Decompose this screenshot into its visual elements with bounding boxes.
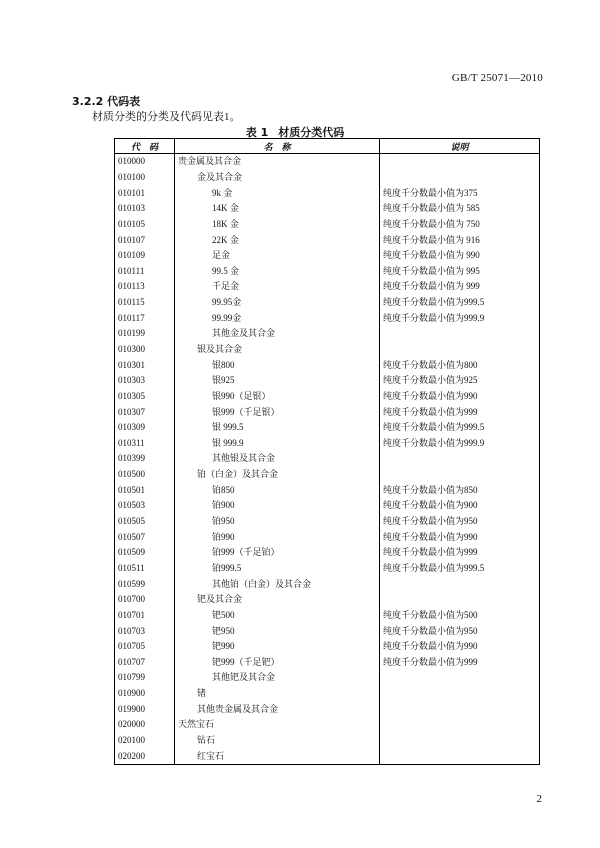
table-row bbox=[115, 529, 540, 545]
name-cell: 铂（白金）及其合金 bbox=[175, 467, 380, 483]
code-cell: 010101 bbox=[115, 185, 175, 201]
material-code-table bbox=[114, 138, 540, 765]
name-cell: 足金 bbox=[175, 248, 380, 264]
code-cell: 010509 bbox=[115, 545, 175, 561]
table-row bbox=[115, 670, 540, 686]
note-cell: 纯度千分数最小值为 585 bbox=[380, 201, 540, 217]
note-cell: 纯度千分数最小值为 990 bbox=[380, 248, 540, 264]
code-cell: 010309 bbox=[115, 420, 175, 436]
code-cell: 010109 bbox=[115, 248, 175, 264]
name-cell: 99.5 金 bbox=[175, 263, 380, 279]
note-cell: 纯度千分数最小值为900 bbox=[380, 498, 540, 514]
note-cell: 纯度千分数最小值为500 bbox=[380, 608, 540, 624]
code-cell: 010300 bbox=[115, 342, 175, 358]
note-cell: 纯度千分数最小值为999.5 bbox=[380, 420, 540, 436]
note-cell bbox=[380, 748, 540, 764]
table-row bbox=[115, 701, 540, 717]
intro-paragraph: 材质分类的分类及代码见表1。 bbox=[92, 111, 241, 123]
table-row bbox=[115, 623, 540, 639]
table-row bbox=[115, 326, 540, 342]
note-cell bbox=[380, 592, 540, 608]
name-cell: 银 999.9 bbox=[175, 436, 380, 452]
name-cell: 银925 bbox=[175, 373, 380, 389]
name-cell: 铂990 bbox=[175, 529, 380, 545]
code-cell: 010700 bbox=[115, 592, 175, 608]
table-row bbox=[115, 576, 540, 592]
note-cell bbox=[380, 686, 540, 702]
table-caption-number: 表 1 bbox=[245, 126, 269, 139]
note-cell bbox=[380, 170, 540, 186]
table-row bbox=[115, 748, 540, 764]
name-cell: 99.99金 bbox=[175, 310, 380, 326]
name-cell: 银及其合金 bbox=[175, 342, 380, 358]
note-cell: 纯度千分数最小值为 999 bbox=[380, 279, 540, 295]
name-cell: 锗 bbox=[175, 686, 380, 702]
name-cell: 钯950 bbox=[175, 623, 380, 639]
code-cell: 010707 bbox=[115, 655, 175, 671]
table-row bbox=[115, 404, 540, 420]
note-cell: 纯度千分数最小值为 750 bbox=[380, 217, 540, 233]
name-cell: 铂900 bbox=[175, 498, 380, 514]
table-row bbox=[115, 279, 540, 295]
code-cell: 010105 bbox=[115, 217, 175, 233]
note-cell: 纯度千分数最小值为999.9 bbox=[380, 436, 540, 452]
name-cell: 银800 bbox=[175, 357, 380, 373]
name-cell: 钻石 bbox=[175, 733, 380, 749]
code-cell: 010199 bbox=[115, 326, 175, 342]
code-cell: 010599 bbox=[115, 576, 175, 592]
code-cell: 010311 bbox=[115, 436, 175, 452]
table-row bbox=[115, 217, 540, 233]
note-cell bbox=[380, 467, 540, 483]
name-cell: 铂999.5 bbox=[175, 561, 380, 577]
name-cell: 其他银及其合金 bbox=[175, 451, 380, 467]
column-header-name: 名 称 bbox=[175, 139, 380, 154]
code-cell: 010117 bbox=[115, 310, 175, 326]
code-cell: 010505 bbox=[115, 514, 175, 530]
table-row bbox=[115, 170, 540, 186]
name-cell: 钯999（千足钯） bbox=[175, 655, 380, 671]
table-row bbox=[115, 420, 540, 436]
code-cell: 010399 bbox=[115, 451, 175, 467]
code-cell: 020200 bbox=[115, 748, 175, 764]
page-number: 2 bbox=[536, 793, 542, 805]
note-cell bbox=[380, 733, 540, 749]
note-cell: 纯度千分数最小值为999 bbox=[380, 655, 540, 671]
name-cell: 钯990 bbox=[175, 639, 380, 655]
note-cell bbox=[380, 576, 540, 592]
note-cell: 纯度千分数最小值为850 bbox=[380, 482, 540, 498]
note-cell: 纯度千分数最小值为999 bbox=[380, 404, 540, 420]
note-cell: 纯度千分数最小值为999 bbox=[380, 545, 540, 561]
note-cell: 纯度千分数最小值为 995 bbox=[380, 263, 540, 279]
name-cell: 其他金及其合金 bbox=[175, 326, 380, 342]
name-cell: 红宝石 bbox=[175, 748, 380, 764]
code-cell: 020000 bbox=[115, 717, 175, 733]
name-cell: 金及其合金 bbox=[175, 170, 380, 186]
name-cell: 14K 金 bbox=[175, 201, 380, 217]
table-row bbox=[115, 154, 540, 170]
table-row bbox=[115, 655, 540, 671]
name-cell: 贵金属及其合金 bbox=[175, 154, 380, 170]
code-cell: 010501 bbox=[115, 482, 175, 498]
note-cell bbox=[380, 451, 540, 467]
table-row bbox=[115, 248, 540, 264]
table-caption-title: 材质分类代码 bbox=[278, 126, 345, 139]
table-row bbox=[115, 514, 540, 530]
code-cell: 010900 bbox=[115, 686, 175, 702]
code-cell: 010103 bbox=[115, 201, 175, 217]
code-cell: 010307 bbox=[115, 404, 175, 420]
code-cell: 010303 bbox=[115, 373, 175, 389]
name-cell: 99.95金 bbox=[175, 295, 380, 311]
note-cell bbox=[380, 717, 540, 733]
table-row bbox=[115, 545, 540, 561]
table-row bbox=[115, 185, 540, 201]
code-cell: 010503 bbox=[115, 498, 175, 514]
standard-number: GB/T 25071—2010 bbox=[451, 72, 543, 84]
code-cell: 010113 bbox=[115, 279, 175, 295]
table-row bbox=[115, 592, 540, 608]
code-cell: 010701 bbox=[115, 608, 175, 624]
code-cell: 010703 bbox=[115, 623, 175, 639]
name-cell: 22K 金 bbox=[175, 232, 380, 248]
note-cell: 纯度千分数最小值为 916 bbox=[380, 232, 540, 248]
note-cell: 纯度千分数最小值为990 bbox=[380, 529, 540, 545]
table-row bbox=[115, 342, 540, 358]
note-cell: 纯度千分数最小值为925 bbox=[380, 373, 540, 389]
note-cell: 纯度千分数最小值为950 bbox=[380, 623, 540, 639]
name-cell: 千足金 bbox=[175, 279, 380, 295]
name-cell: 其他贵金属及其合金 bbox=[175, 701, 380, 717]
section-heading: 3.2.2 代码表 bbox=[72, 95, 141, 108]
note-cell bbox=[380, 326, 540, 342]
table-row bbox=[115, 451, 540, 467]
note-cell: 纯度千分数最小值为990 bbox=[380, 639, 540, 655]
table-row bbox=[115, 639, 540, 655]
code-cell: 010100 bbox=[115, 170, 175, 186]
name-cell: 铂950 bbox=[175, 514, 380, 530]
table-row bbox=[115, 232, 540, 248]
name-cell: 钯500 bbox=[175, 608, 380, 624]
code-cell: 010301 bbox=[115, 357, 175, 373]
table-row bbox=[115, 263, 540, 279]
note-cell: 纯度千分数最小值为375 bbox=[380, 185, 540, 201]
table-row bbox=[115, 498, 540, 514]
table-row bbox=[115, 561, 540, 577]
code-cell: 010107 bbox=[115, 232, 175, 248]
code-cell: 010115 bbox=[115, 295, 175, 311]
note-cell bbox=[380, 701, 540, 717]
code-cell: 020100 bbox=[115, 733, 175, 749]
name-cell: 铂999（千足铂） bbox=[175, 545, 380, 561]
name-cell: 银999（千足银） bbox=[175, 404, 380, 420]
table-row bbox=[115, 295, 540, 311]
code-cell: 010705 bbox=[115, 639, 175, 655]
column-header-code: 代 码 bbox=[115, 139, 175, 154]
table-body bbox=[115, 154, 540, 765]
name-cell: 18K 金 bbox=[175, 217, 380, 233]
table-row bbox=[115, 373, 540, 389]
note-cell: 纯度千分数最小值为999.5 bbox=[380, 295, 540, 311]
note-cell: 纯度千分数最小值为999.5 bbox=[380, 561, 540, 577]
note-cell bbox=[380, 342, 540, 358]
table-header-row bbox=[115, 139, 540, 154]
code-cell: 010305 bbox=[115, 389, 175, 405]
note-cell: 纯度千分数最小值为950 bbox=[380, 514, 540, 530]
table-row bbox=[115, 201, 540, 217]
code-cell: 010111 bbox=[115, 263, 175, 279]
code-cell: 010500 bbox=[115, 467, 175, 483]
table-row bbox=[115, 389, 540, 405]
code-cell: 010000 bbox=[115, 154, 175, 170]
note-cell bbox=[380, 670, 540, 686]
column-header-note: 说明 bbox=[380, 139, 540, 154]
code-cell: 010799 bbox=[115, 670, 175, 686]
table-row bbox=[115, 482, 540, 498]
table-row bbox=[115, 357, 540, 373]
name-cell: 天然宝石 bbox=[175, 717, 380, 733]
note-cell bbox=[380, 154, 540, 170]
name-cell: 银 999.5 bbox=[175, 420, 380, 436]
name-cell: 银990（足银） bbox=[175, 389, 380, 405]
table-row bbox=[115, 310, 540, 326]
table-row bbox=[115, 717, 540, 733]
table-row bbox=[115, 733, 540, 749]
table-row bbox=[115, 436, 540, 452]
code-cell: 010511 bbox=[115, 561, 175, 577]
name-cell: 钯及其合金 bbox=[175, 592, 380, 608]
code-cell: 010507 bbox=[115, 529, 175, 545]
name-cell: 9k 金 bbox=[175, 185, 380, 201]
table-row bbox=[115, 467, 540, 483]
table-row bbox=[115, 686, 540, 702]
note-cell: 纯度千分数最小值为800 bbox=[380, 357, 540, 373]
code-cell: 019900 bbox=[115, 701, 175, 717]
name-cell: 其他铂（白金）及其合金 bbox=[175, 576, 380, 592]
name-cell: 其他钯及其合金 bbox=[175, 670, 380, 686]
note-cell: 纯度千分数最小值为990 bbox=[380, 389, 540, 405]
table-row bbox=[115, 608, 540, 624]
note-cell: 纯度千分数最小值为999.9 bbox=[380, 310, 540, 326]
name-cell: 铂850 bbox=[175, 482, 380, 498]
